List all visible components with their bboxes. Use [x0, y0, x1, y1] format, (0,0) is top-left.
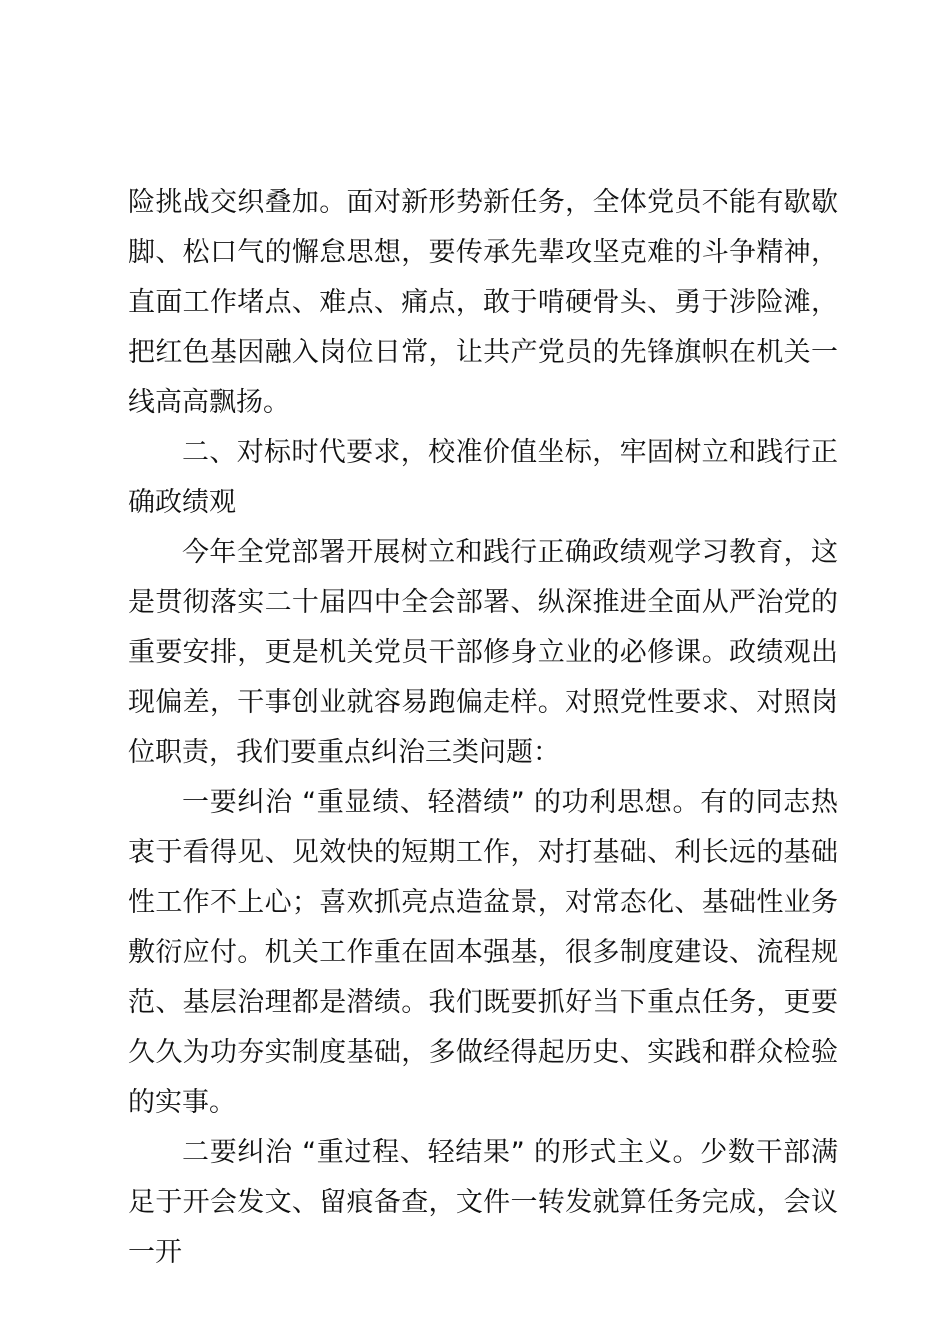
paragraph-point-two: 二要纠治 “重过程、轻结果” 的形式主义。少数干部满足于开会发文、留痕备查，文件一转发就算任务完成，会议一开: [128, 1137, 838, 1268]
paragraph-intro: 今年全党部署开展树立和践行正确政绩观学习教育，这是贯彻落实二十届四中全会部署、纵深推进全面从严治党的重要安排，更是机关党员干部修身立业的必修课。政绩观出现偏差，干事创业就容易跑偏走样。对照党性要求、对照岗位职责，我们要重点纠治三类问题：: [128, 537, 838, 768]
paragraph-point-one: 一要纠治 “重显绩、轻潜绩” 的功利思想。有的同志热衷于看得见、见效快的短期工作，对打基础、利长远的基础性工作不上心；喜欢抓亮点造盆景，对常态化、基础性业务敷衍应付。机关工作重在固本强基，很多制度建设、流程规范、基层治理都是潜绩。我们既要抓好当下重点任务，更要久久为功夯实制度基础，多做经得起历史、实践和群众检验的实事。: [128, 787, 838, 1118]
paragraph-continuation: 险挑战交织叠加。面对新形势新任务，全体党员不能有歇歇脚、松口气的懈怠思想，要传承先辈攻坚克难的斗争精神，直面工作堵点、难点、痛点，敢于啃硬骨头、勇于涉险滩，把红色基因融入岗位日常，让共产党员的先锋旗帜在机关一线高高飘扬。: [128, 187, 838, 418]
document-body: [128, 178, 838, 1278]
section-heading: 二、对标时代要求，校准价值坐标，牢固树立和践行正确政绩观: [128, 437, 838, 518]
